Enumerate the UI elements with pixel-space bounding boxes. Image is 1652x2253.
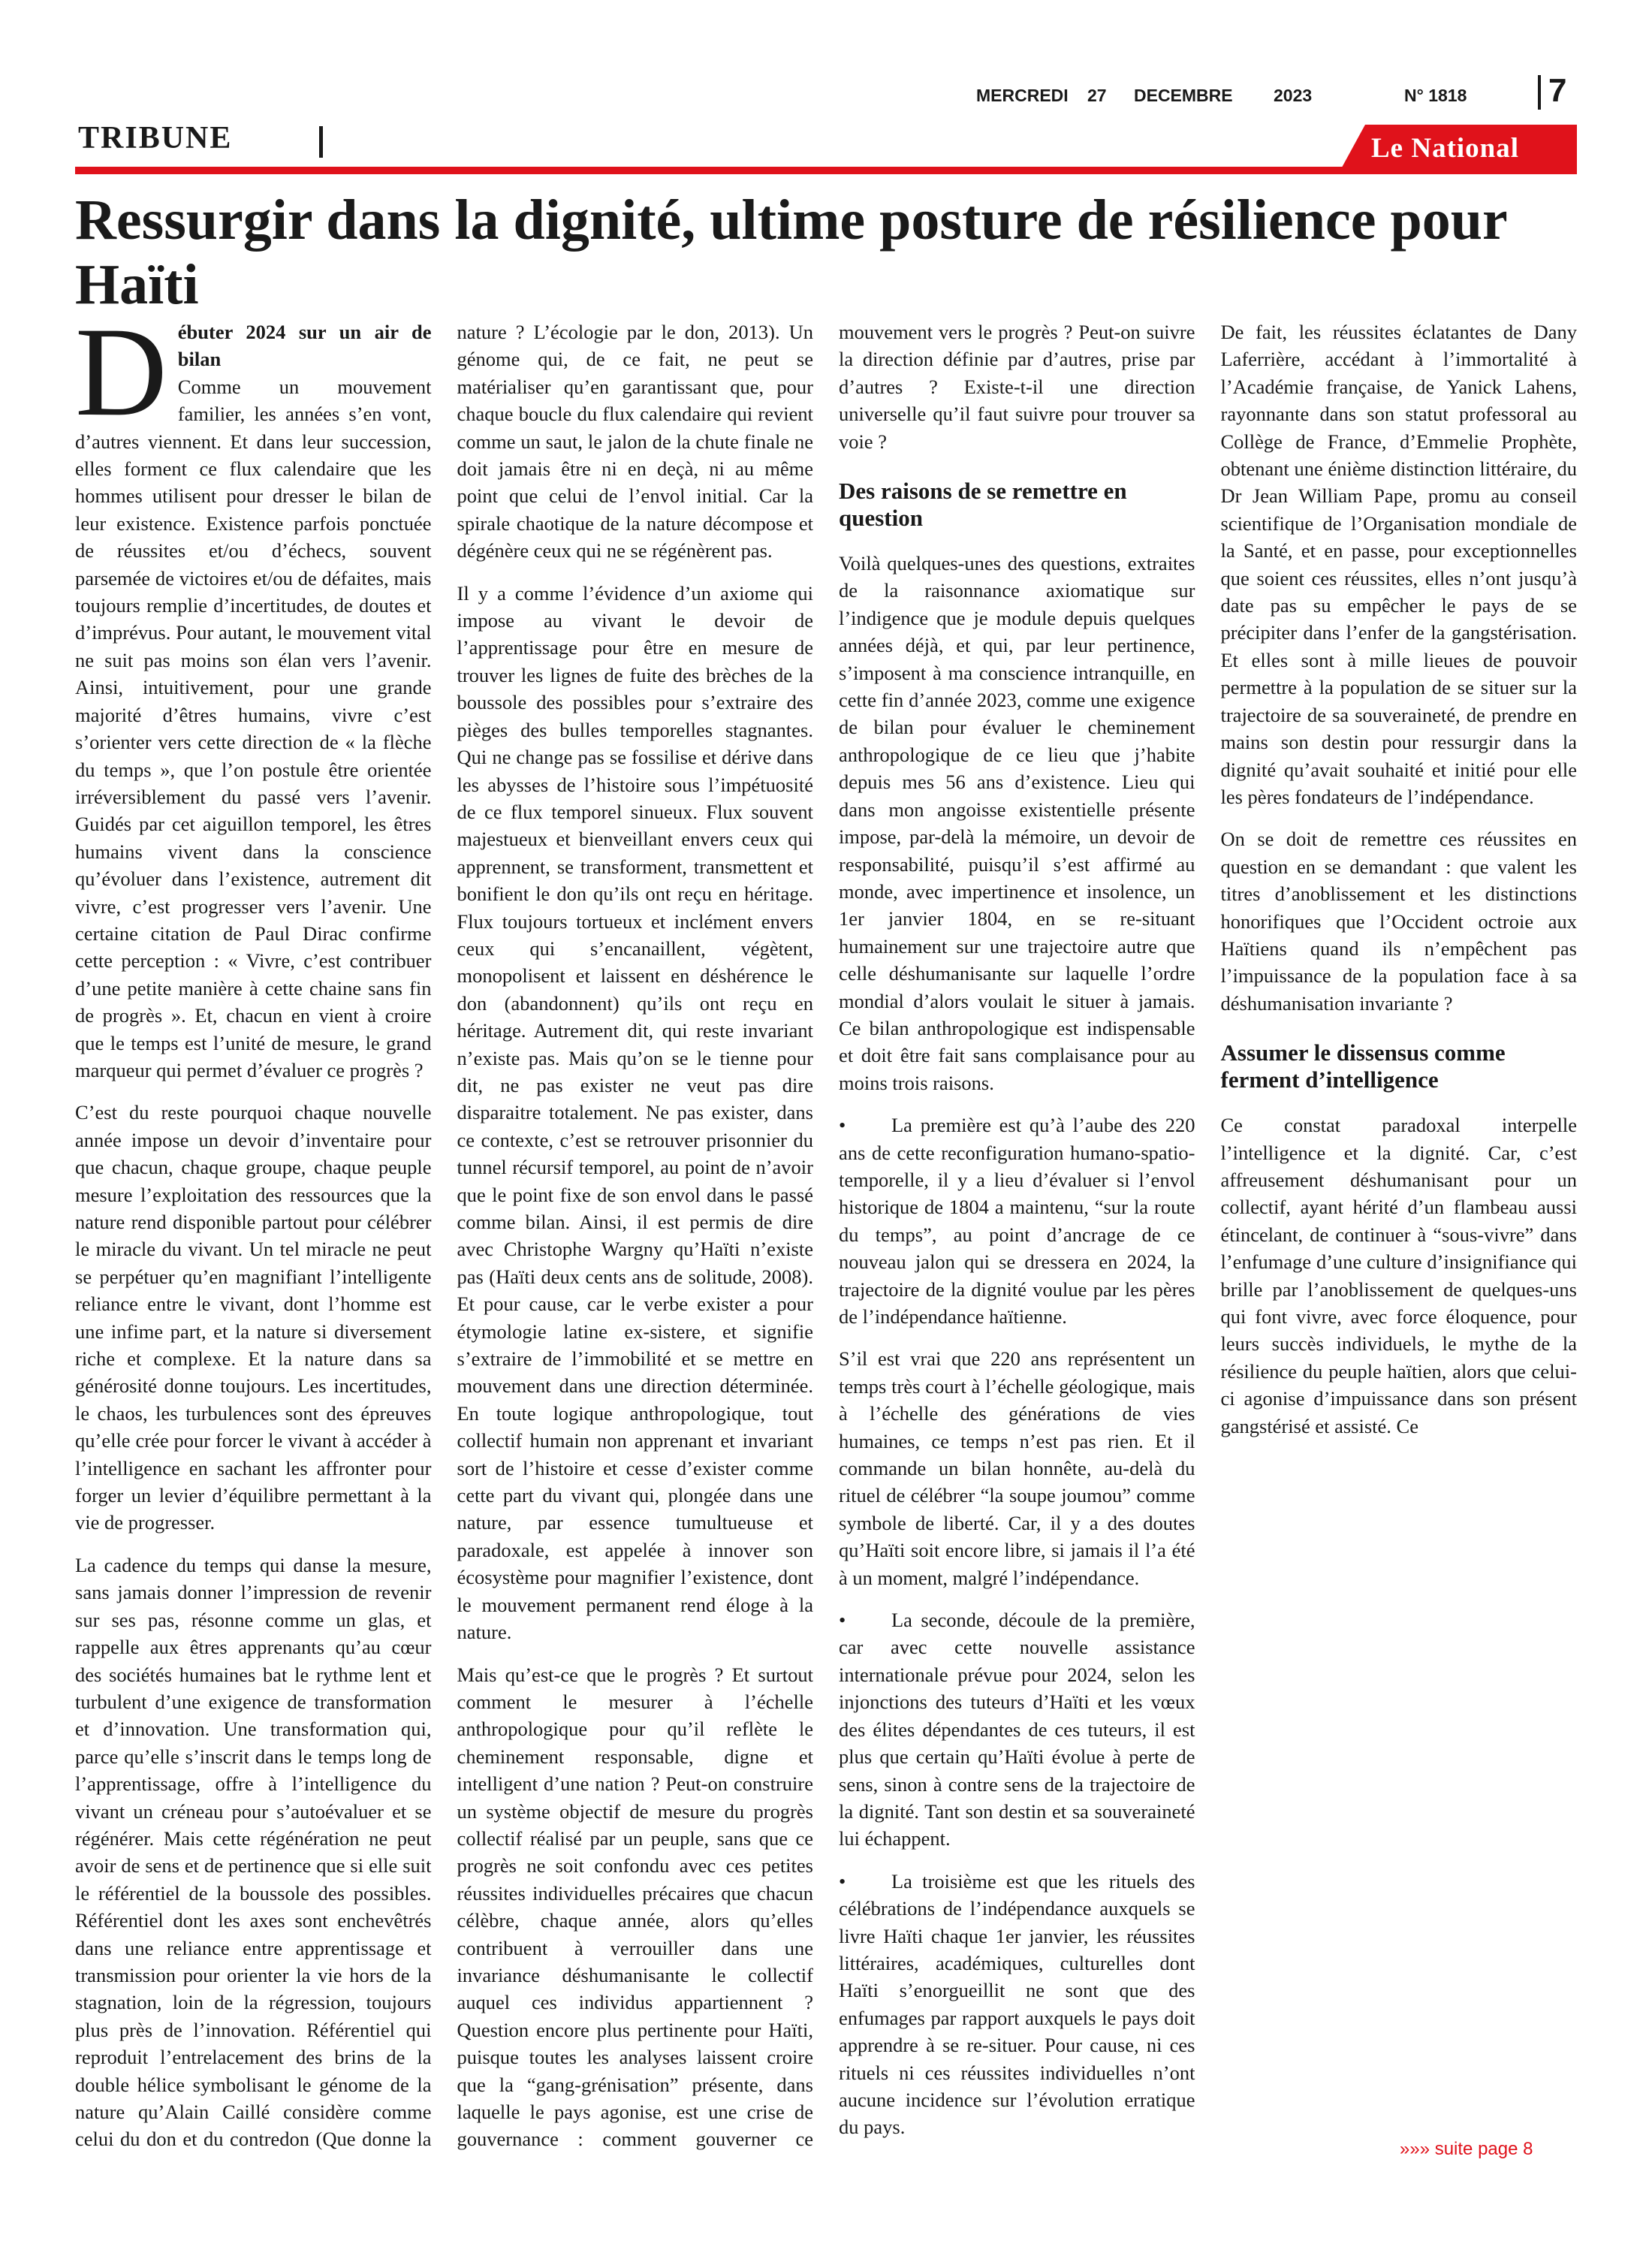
paragraph-8: De fait, les réussites éclatantes de Dany Laferrière, accédant à l’immortalité à l’Académie française, de Yanick Lahens, rayonnante dans son statut professoral au Collège de France, d’Emmelie Prophète, obtenant une énième distinction littéraire, du Dr Jean William Pape, promu au conseil scientifique de l’Organisation mondiale de la Santé, et en passe, pour exceptionnelles que soient ces réussites, elles n’ont jusqu’à date pas su empêcher le pays de se précipiter dans l’enfer de la gangstérisation. Et elles sont à mille lieues de pouvoir permettre à la population de se situer sur la trajectoire de sa souveraineté, de prendre en mains son destin pour ressurgir dans la dignité qu’avait souhaité et initié pour elle les pères fondateurs de l’indépendance.: [1220, 321, 1577, 808]
section-label: TRIBUNE: [78, 121, 233, 155]
issue-number: N° 1818: [1404, 86, 1467, 105]
paragraph-6: Voilà quelques-unes des questions, extraites de la raisonnance axiomatique sur l’indigence que je module depuis quelques années déjà, et qui, par leur pertinence, s’imposent à ma conscience intranquille, en cette fin d’année 2023, comme une exigence de bilan pour évaluer le cheminement anthropologique de ce lieu que j’habite depuis mes 56 ans d’existence. Lieu qui dans mon angoisse existentielle présente impose, par-delà la mémoire, un devoir de responsabilité, puisqu’il s’est affirmé au monde, avec impertinence et insolence, un 1er janvier 1804, en se re-situant humainement sur une trajectoire autre que celle déshumanisante sur laquelle l’ordre mondial d’alors voulait le situer à jamais. Ce bilan anthropologique est indispensable et doit être fait sans complaisance pour au moins trois raisons.: [839, 552, 1195, 1094]
subheading-1: Des raisons de se remettre en question: [839, 478, 1127, 532]
paragraph-10: Ce constat paradoxal interpelle l’intelligence et la dignité. Car, c’est affreusement déshumanisant pour un collectif, ayant hérité d’un flambeau aussi étincelant, de continuer à “sous-vivre” dans l’enfumage d’une culture d’insignifiance qui brille par l’anoblissement de quelques-uns qui font vivre, avec force éloquence, pour leurs succès individuels, le mythe de la résilience du peuple haïtien, alors que celui-ci agonise d’impuissance dans son présent gangstérisé et assisté. Ce: [1220, 1114, 1577, 1437]
drop-cap: D: [75, 301, 167, 442]
header-rule: [75, 167, 1577, 174]
lead-subtitle: ébuter 2024 sur un air de bilan: [177, 321, 432, 371]
paragraph-7: S’il est vrai que 220 ans représentent un temps très court à l’échelle géologique, mais à l’échelle des générations de vies humaines, ce temps n’est pas rien. Et il commande un bilan honnête, au-delà du rituel de célébrer “la soupe joumou” comme symbole de liberté. Car, il y a des doutes qu’Haïti soit encore libre, si jamais il l’a été à un moment, malgré l’indépendance.: [839, 1347, 1195, 1589]
article-body: [75, 301, 1577, 2166]
paragraph-2: C’est du reste pourquoi chaque nouvelle année impose un devoir d’inventaire pour que chacun, chaque groupe, chaque peuple mesure l’exploitation des ressources que la nature rend disponible partout pour célébrer le miracle du vivant. Un tel miracle ne peut se perpétuer qu’en magnifiant l’intelligente reliance entre le vivant, dont l’homme est une infime part, et la nature si diversement riche et complexe. Et la nature dans sa générosité donne toujours. Les incertitudes, le chaos, les turbulences sont des épreuves qu’elle crée pour forcer le vivant à accéder à l’intelligence en sachant les affronter pour forger un levier d’équilibre permettant à la vie de progresser.: [75, 1101, 432, 1534]
issue-month: DECEMBRE: [1134, 86, 1233, 105]
lead-paragraph: [75, 301, 432, 1084]
paragraph-4: Il y a comme l’évidence d’un axiome qui impose au vivant le devoir de l’apprentissage pour être en mesure de trouver les lignes de fuite des brèches de la boussole des possibles pour s’extraire des pièges des bulles temporelles stagnantes. Qui ne change pas se fossilise et dérive dans les abysses de l’histoire sous l’impétuosité de ce flux temporel sinueux. Flux souvent majestueux et bienveillant envers ceux qui apprennent, se transforment, transmettent et bonifient le don qu’ils ont reçu en héritage. Flux toujours tortueux et inclément envers ceux qui s’encanaillent, végètent, monopolisent et laissent en déshérence le don (abandonnent) qu’ils ont reçu en héritage. Autrement dit, qui reste invariant n’existe pas. Mais qu’on se le tienne pour dit, ne pas exister ne veut pas dire disparaitre totalement. Ne pas exister, dans ce contexte, c’est se retrouver prisonnier du tunnel récursif temporel, au point de n’avoir que le point fixe de son envol dans le passé comme bilan. Ainsi, il est permis de dire avec Christophe Wargny qu’Haïti n’existe pas (Haïti deux cents ans de solitude, 2008). Et pour cause, car le verbe exister a pour étymologie latine ex-sistere, et signifie s’extraire de l’immobilité et se mettre en mouvement dans une direction déterminée. En toute logique anthropologique, tout collectif humain non apprenant et invariant sort de l’histoire et cesse d’exister comme cette part du vivant qui, plongée dans une nature, par essence tumultueuse et paradoxale, est appelée à innover son écosystème pour magnifier l’existence, dont le mouvement permanent rend éloge à la nature.: [457, 581, 813, 1644]
bullet-icon: •: [839, 1114, 846, 1137]
paragraph-3: La cadence du temps qui danse la mesure, sans jamais donner l’impression de revenir sur ses pas, résonne comme un glas, et rappelle aux êtres apprenants qu’au cœur des sociétés humaines bat le rythme lent et turbulent d’une exigence de transformation et d’innovation. Une transformation qui, parce qu’elle s’inscrit dans le temps long de l’apprentissage, offre à l’intelligence du vivant un créneau pour s’autoévaluer et se régénérer. Mais cette régénération ne peut avoir de sens et de pertinence que si elle suit le référentiel de la boussole des possibles. Référentiel dont les axes sont enchevêtrés dans une reliance entre apprentissage et transmission pour orienter la vie hors de la stagnation, loin de la régression, toujours plus près de l’innovation. Référentiel qui reproduit l’entrelacement des brins de la double hélice symbolisant le génome de la nature qu’Alain Caillé considère comme celui du don et du contredon (Que donne la nature ? L’écologie par le don, 2013). Un génome qui, de ce fait, ne peut se matérialiser qu’en garantissant que, pour chaque boucle du flux calendaire qui revient comme un saut, le jalon de la chute finale ne doit jamais être ni en deçà, ni au même point que celui de l’envol initial. Car la spirale chaotique de la nature décompose et dégénère ceux qui ne se régénèrent pas.: [75, 321, 813, 2151]
bullet-text-1: La première est qu’à l’aube des 220 ans de cette reconfiguration humano-spatio-temporelle, il y a lieu d’évaluer si l’envol historique de 1804 a maintenu, “sur la route du temps”, au point d’ancrage de ce nouveau jalon qui se dressera en 2024, la trajectoire de la dignité voulue par les pères de l’indépendance haïtienne.: [839, 1114, 1195, 1328]
page-number-divider: [1538, 75, 1541, 110]
paragraph-1: Comme un mouvement familier, les années s’en vont, d’autres viennent. Et dans leur succession, elles forment ce flux calendaire que les hommes utilisent pour dresser le bilan de leur existence. Existence parfois ponctuée de réussites et/ou d’échecs, souvent parsemée de victoires et/ou de défaites, mais toujours remplie d’incertitudes, de doutes et d’imprévus. Pour autant, le mouvement vital ne suit pas moins son élan vers l’avenir. Ainsi, intuitivement, pour une grande majorité d’êtres humains, vivre c’est s’orienter vers cette direction de « la flèche du temps », que l’on postule être orientée irréversiblement du passé vers l’avenir. Guidés par cet aiguillon temporel, les êtres humains vivent dans la conscience qu’évoluer dans l’existence, autrement dit vivre, c’est progresser vers l’avenir. Une certaine citation de Paul Dirac confirme cette perception : « Vivre, c’est contribuer d’une petite manière à cette chaine sans fin de progrès ». Et, chacun en vient à croire que le temps est l’unité de mesure, le grand marqueur qui permet d’évaluer ce progrès ?: [75, 375, 432, 1081]
bullet-text-3: La troisième est que les rituels des célébrations de l’indépendance auxquels se livre Haïti chaque 1er janvier, les réussites littéraires, académiques, culturelles dont Haïti s’enorgueillit ne sont que des enfumages par rapport auxquels le pays doit apprendre à se re-situer. Pour cause, ni ces rituels ni ces réussites individuelles n’ont aucune incidence sur l’évolution erratique du pays.: [839, 1869, 1195, 2139]
paragraph-9: On se doit de remettre ces réussites en question en se demandant : que valent les titres d’anoblissement et les distinctions honorifiques que l’Occident octroie aux Haïtiens quand ils n’empêchent pas l’impuissance de la population face à sa déshumanisation invariante ?: [1220, 828, 1577, 1015]
issue-date-day: 27: [1087, 86, 1107, 105]
bullet-icon: •: [839, 1869, 846, 1893]
bullet-item-3: [839, 1868, 1195, 2141]
section-divider: [319, 126, 323, 158]
bullet-item-1: [839, 1111, 1195, 1330]
issue-year: 2023: [1274, 86, 1313, 105]
continuation-link[interactable]: »»» suite page 8: [1400, 2139, 1533, 2159]
page-number: 7: [1548, 72, 1567, 109]
bullet-text-2: La seconde, découle de la première, car avec cette nouvelle assistance internationale prévue pour 2024, selon les injonctions des tuteurs d’Haïti et les vœux des élites dépendantes de ces tuteurs, il est plus que certain qu’Haïti évolue à perte de sens, sinon à contre sens de la trajectoire de la dignité. Tant son destin et sa souveraineté lui échappent.: [839, 1609, 1195, 1850]
bullet-item-2: [839, 1606, 1195, 1853]
bullet-icon: •: [839, 1609, 846, 1632]
paragraph-5: Mais qu’est-ce que le progrès ? Et surtout comment le mesurer à l’échelle anthropologique pour qu’il reflète le cheminement responsable, digne et intelligent d’une nation ? Peut-on construire un système objectif de mesure du progrès collectif réalisé par un peuple, sans que ce progrès ne soit confondu avec ces petites réussites individuelles précaires que chacun célèbre, chaque année, alors qu’elles contribuent à verrouiller dans une invariance déshumanisante le collectif auquel ces individus appartiennent ? Question encore plus pertinente pour Haïti, puisque toutes les analyses laissent croire que la “gang-grénisation” présente, dans laquelle le pays agonise, est une crise de gouvernance : comment gouverner ce mouvement vers le progrès ? Peut-on suivre la direction définie par d’autres, prise par d’autres ? Existe-t-il une direction universelle qu’il faut suivre pour trouver sa voie ?: [457, 321, 1195, 2151]
article-title: Ressurgir dans la dignité, ultime posture de résilience pour Haïti: [75, 189, 1507, 316]
brand-name: Le National: [1371, 133, 1520, 164]
subheading-2: Assumer le dissensus comme ferment d’intelligence: [1220, 1039, 1506, 1093]
issue-day: MERCREDI: [976, 86, 1069, 105]
